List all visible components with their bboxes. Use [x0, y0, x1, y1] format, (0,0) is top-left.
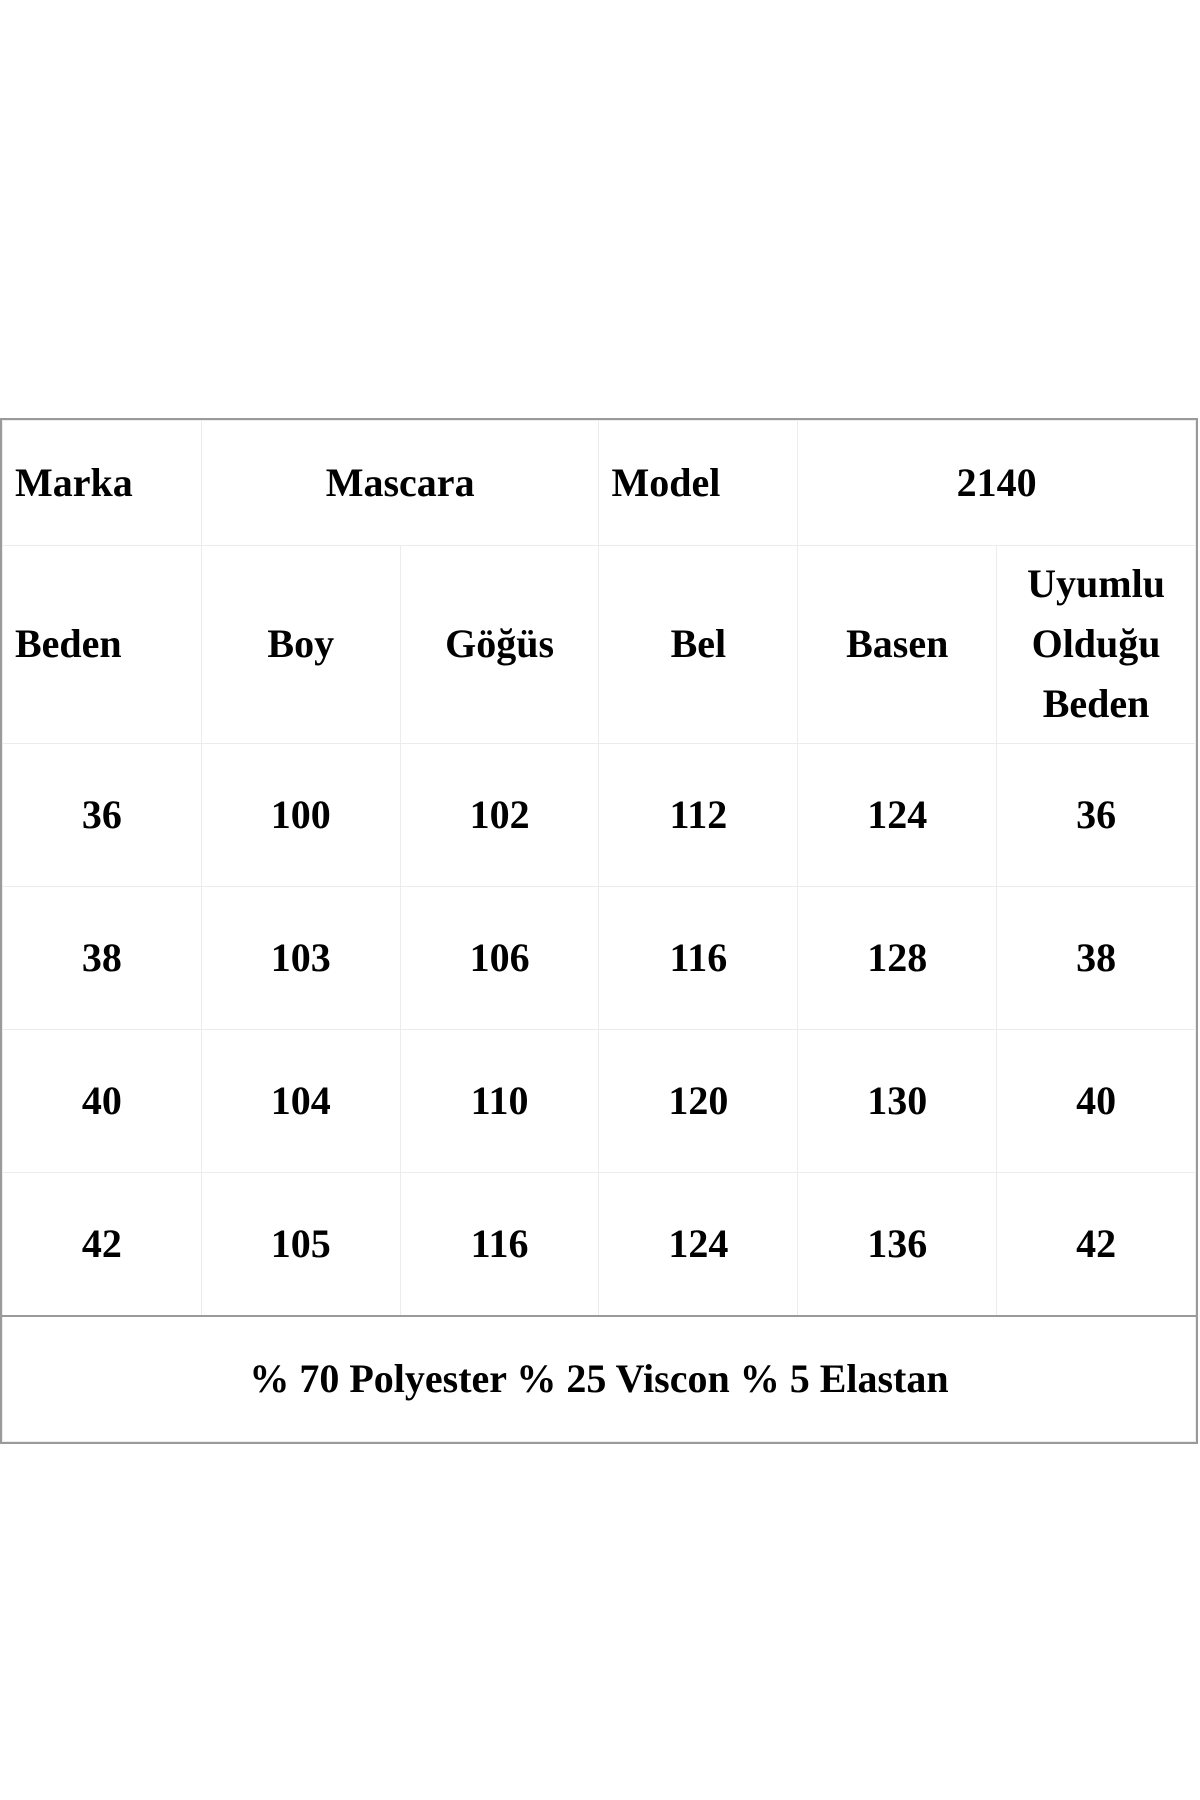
- table-cell: 40: [997, 1030, 1196, 1173]
- header-cell-basen: Basen: [798, 546, 997, 743]
- header-cell-boy: Boy: [201, 546, 400, 743]
- brand-label: Marka: [3, 421, 202, 546]
- table-cell: 104: [201, 1030, 400, 1173]
- table-row: [3, 1173, 1196, 1316]
- header-cell-beden: Beden: [3, 546, 202, 743]
- table-cell: 116: [599, 886, 798, 1029]
- model-label: Model: [599, 421, 798, 546]
- table-cell: 42: [3, 1173, 202, 1316]
- fabric-composition: % 70 Polyester % 25 Viscon % 5 Elastan: [3, 1316, 1196, 1441]
- size-table: [2, 420, 1196, 1442]
- table-cell: 42: [997, 1173, 1196, 1316]
- table-cell: 36: [3, 743, 202, 886]
- header-cell-gogus: Göğüs: [400, 546, 599, 743]
- table-cell: 40: [3, 1030, 202, 1173]
- table-cell: 112: [599, 743, 798, 886]
- brand-row: [3, 421, 1196, 546]
- table-row: [3, 886, 1196, 1029]
- size-chart: [0, 418, 1198, 1444]
- table-cell: 38: [997, 886, 1196, 1029]
- table-cell: 106: [400, 886, 599, 1029]
- brand-value: Mascara: [201, 421, 599, 546]
- table-cell: 124: [599, 1173, 798, 1316]
- table-row: [3, 1030, 1196, 1173]
- table-cell: 103: [201, 886, 400, 1029]
- header-cell-uyumlu-beden: Uyumlu Olduğu Beden: [997, 546, 1196, 743]
- table-cell: 128: [798, 886, 997, 1029]
- table-cell: 102: [400, 743, 599, 886]
- table-row: [3, 743, 1196, 886]
- table-cell: 38: [3, 886, 202, 1029]
- table-cell: 130: [798, 1030, 997, 1173]
- composition-row: [3, 1316, 1196, 1441]
- table-cell: 36: [997, 743, 1196, 886]
- header-row: [3, 546, 1196, 743]
- table-cell: 120: [599, 1030, 798, 1173]
- table-cell: 110: [400, 1030, 599, 1173]
- table-cell: 116: [400, 1173, 599, 1316]
- model-value: 2140: [798, 421, 1196, 546]
- table-cell: 100: [201, 743, 400, 886]
- table-cell: 105: [201, 1173, 400, 1316]
- table-cell: 124: [798, 743, 997, 886]
- header-cell-bel: Bel: [599, 546, 798, 743]
- table-cell: 136: [798, 1173, 997, 1316]
